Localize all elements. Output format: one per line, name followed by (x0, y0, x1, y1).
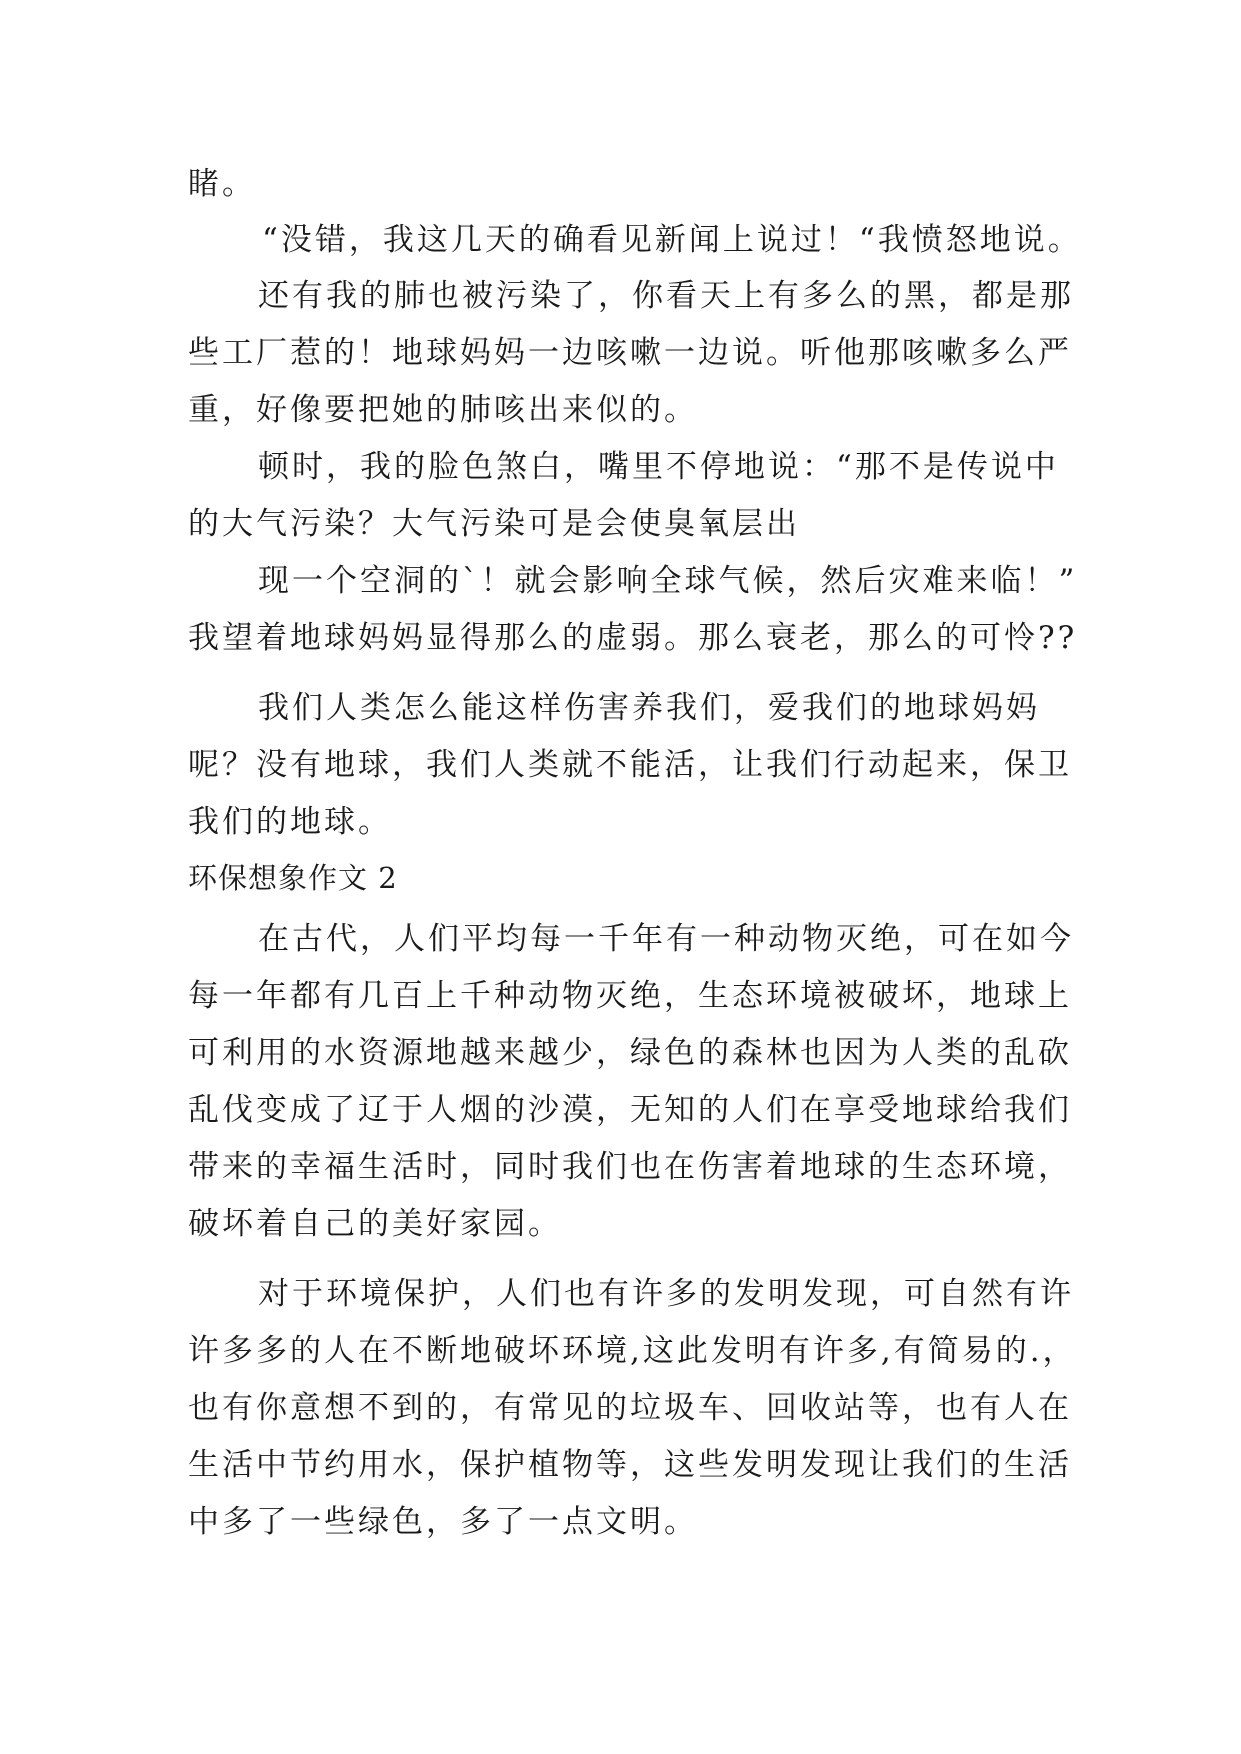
text-line: 也有你意想不到的，有常见的垃圾车、回收站等，也有人在 (188, 1390, 1072, 1426)
text-line: 破坏着自己的美好家园。 (188, 1206, 562, 1242)
text-line: 中多了一些绿色，多了一点文明。 (188, 1504, 698, 1540)
text-line: 乱伐变成了辽于人烟的沙漠，无知的人们在享受地球给我们 (188, 1092, 1072, 1128)
text-line: 重，好像要把她的肺咳出来似的。 (188, 392, 698, 428)
text-line: 每一年都有几百上千种动物灭绝，生态环境被破坏，地球上 (188, 978, 1072, 1014)
text-line: 许多多的人在不断地破坏环境,这此发明有许多,有简易的.， (188, 1333, 1077, 1369)
text-line: 可利用的水资源地越来越少，绿色的森林也因为人类的乱砍 (188, 1035, 1072, 1071)
text-line: 我望着地球妈妈显得那么的虚弱。那么衰老，那么的可怜?? (188, 620, 1078, 656)
text-line: 还有我的肺也被污染了，你看天上有多么的黑，都是那 (258, 278, 1074, 314)
text-line: 带来的幸福生活时，同时我们也在伤害着地球的生态环境， (188, 1149, 1072, 1185)
text-line: 呢？没有地球，我们人类就不能活，让我们行动起来，保卫 (188, 747, 1072, 783)
text-line: 对于环境保护，人们也有许多的发明发现，可自然有许 (258, 1276, 1074, 1312)
text-line: 顿时，我的脸色煞白，嘴里不停地说：“那不是传说中 (258, 449, 1059, 485)
text-line: 现一个空洞的`！就会影响全球气候，然后灾难来临！” (258, 563, 1078, 599)
text-line: 的大气污染？大气污染可是会使臭氧层出 (188, 506, 800, 542)
text-line: 在古代，人们平均每一千年有一种动物灭绝，可在如今 (258, 921, 1074, 957)
text-line: 我们人类怎么能这样伤害养我们，爱我们的地球妈妈 (258, 690, 1040, 726)
text-line: 些工厂惹的！地球妈妈一边咳嗽一边说。听他那咳嗽多么严 (188, 335, 1072, 371)
text-line: “没错，我这几天的确看见新闻上说过！“我愤怒地说。 (262, 222, 1082, 258)
section-heading: 环保想象作文 2 (188, 861, 398, 895)
text-line: 睹。 (188, 166, 256, 202)
text-line: 生活中节约用水，保护植物等，这些发明发现让我们的生活 (188, 1447, 1072, 1483)
text-line: 我们的地球。 (188, 804, 392, 840)
